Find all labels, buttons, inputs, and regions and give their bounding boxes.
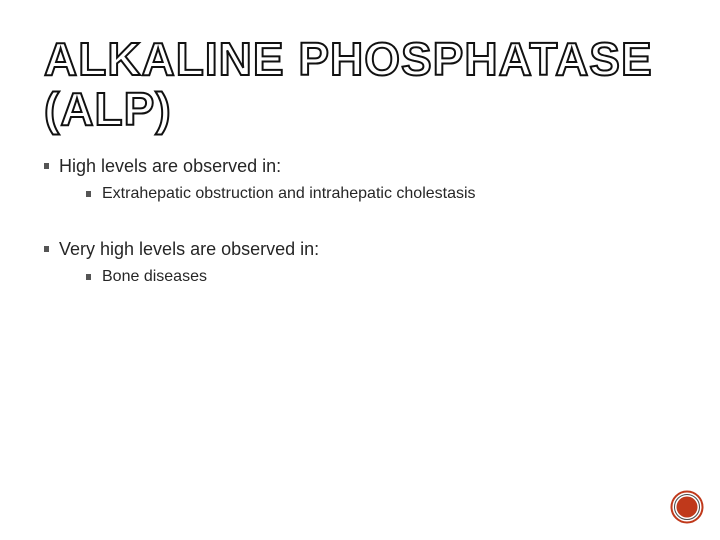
sub-bullet-list	[59, 183, 684, 205]
square-bullet-icon	[44, 163, 49, 169]
bullet-text: Very high levels are observed in:	[59, 239, 320, 259]
square-bullet-icon	[44, 246, 49, 252]
sub-bullet-item	[59, 183, 684, 205]
sub-bullet-item	[59, 266, 684, 288]
sub-bullet-text: Extrahepatic obstruction and intrahepatic cholestasis	[102, 185, 476, 202]
square-bullet-icon	[86, 191, 91, 197]
sub-bullet-text: Bone diseases	[102, 268, 207, 285]
square-bullet-icon	[86, 274, 91, 280]
bullet-item-very-high-levels	[44, 237, 684, 288]
slide-title: ALKALINE PHOSPHATASE (ALP)	[44, 33, 653, 135]
circular-nav-icon	[670, 490, 704, 524]
slide-nav-button[interactable]	[670, 490, 704, 524]
bullet-text: High levels are observed in:	[59, 156, 282, 176]
bullet-list	[44, 154, 684, 288]
sub-bullet-list	[59, 266, 684, 288]
bullet-item-high-levels	[44, 154, 684, 205]
